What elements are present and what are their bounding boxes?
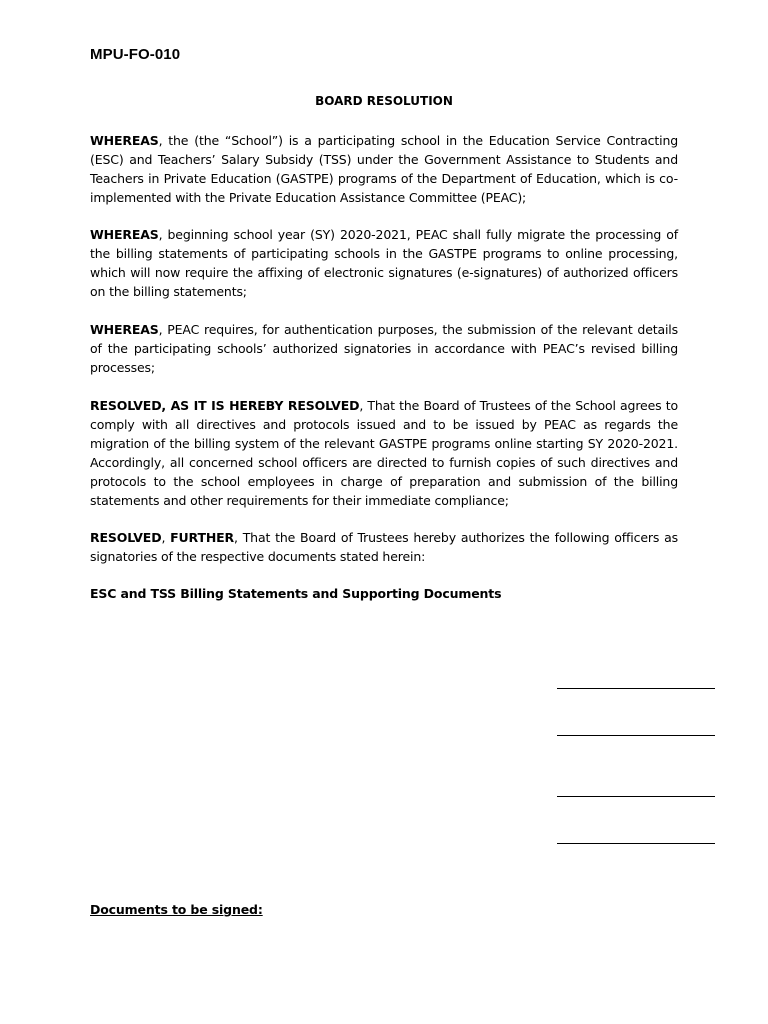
resolved-paragraph-2 [90, 529, 678, 567]
whereas-paragraph-1 [90, 132, 678, 208]
resolved-paragraph-1 [90, 397, 678, 510]
paragraph-lead: RESOLVED [90, 530, 162, 545]
documents-heading: Documents to be signed: [90, 902, 263, 917]
paragraph-text: , beginning school year (SY) 2020-2021, PEAC shall fully migrate the processing of the billing statements of participating schools in the GASTPE programs to online processing, which will now require the affixing of electronic signatures (e-signatures) of authorized officers on the billing statements; [90, 227, 678, 299]
signature-line-4 [557, 843, 715, 844]
paragraph-text: , That the Board of Trustees of the School agrees to comply with all directives and protocols issued and to be issued by PEAC as regards the migration of the billing system of the relevant GASTPE programs online starting SY 2020-2021. Accordingly, all concerned school officers are directed to furnish copies of such directives and protocols to the school employees in charge of preparation and submission of the billing statements and other requirements for their immediate compliance; [90, 398, 678, 508]
paragraph-lead: WHEREAS [90, 133, 159, 148]
paragraph-lead: RESOLVED, AS IT IS HEREBY RESOLVED [90, 398, 360, 413]
paragraph-separator: , [161, 530, 171, 545]
paragraph-text: , That the Board of Trustees hereby authorizes the following officers as signatories of the respective documents stated herein: [90, 530, 678, 564]
paragraph-text: , PEAC requires, for authentication purposes, the submission of the relevant details of the participating schools’ authorized signatories in accordance with PEAC’s revised billing processes; [90, 322, 678, 375]
whereas-paragraph-3 [90, 321, 678, 378]
form-code: MPU-FO-010 [90, 46, 181, 63]
paragraph-lead: WHEREAS [90, 227, 159, 242]
paragraph-lead-2: FURTHER [170, 530, 234, 545]
signature-line-3 [557, 796, 715, 797]
paragraph-lead: WHEREAS [90, 322, 159, 337]
signature-line-2 [557, 735, 715, 736]
paragraph-text: , the (the “School”) is a participating school in the Education Service Contracting (ESC) and Teachers’ Salary Subsidy (TSS) under the Government Assistance to Students and Teachers in Private Education (GASTPE) programs of the Department of Education, which is co-implemented with the Private Education Assistance Committee (PEAC); [90, 133, 678, 205]
whereas-paragraph-2 [90, 226, 678, 302]
document-title: BOARD RESOLUTION [315, 94, 453, 108]
signature-line-1 [557, 688, 715, 689]
section-heading: ESC and TSS Billing Statements and Supporting Documents [90, 586, 502, 601]
